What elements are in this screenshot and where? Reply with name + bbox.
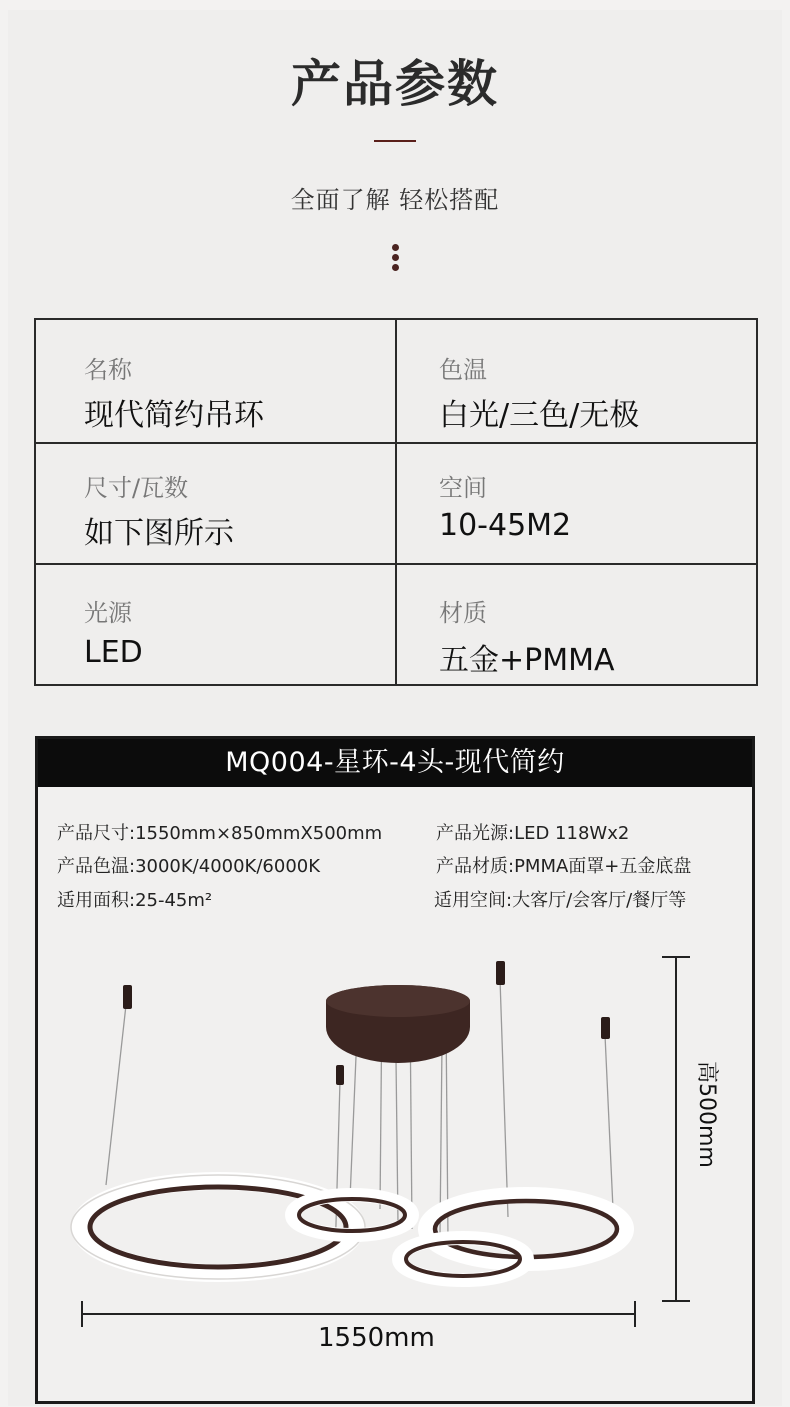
- spec-value: 10-45M2: [439, 508, 572, 543]
- spec-key: 材质: [439, 599, 487, 627]
- spec-cell-light-source: [36, 565, 397, 684]
- spec-key: 色温: [439, 356, 487, 384]
- height-dimension-label: 高500mm: [694, 1061, 719, 1168]
- height-dimension-line: [662, 957, 690, 1301]
- spec-key: 空间: [439, 474, 487, 502]
- product-area-line: 适用面积:25-45m²: [57, 890, 213, 911]
- product-model-title: MQ004-星环-4头-现代简约: [38, 739, 752, 787]
- spec-table: [34, 318, 758, 686]
- spec-cell-space: [397, 444, 756, 565]
- spec-key: 光源: [84, 599, 132, 627]
- product-material-line: 产品材质:PMMA面罩+五金底盘: [436, 856, 692, 877]
- spec-cell-name: [36, 320, 397, 444]
- page-title: 产品参数: [291, 55, 499, 113]
- product-temp-line: 产品色温:3000K/4000K/6000K: [57, 856, 321, 877]
- spec-key: 尺寸/瓦数: [84, 474, 189, 502]
- product-space-line: 适用空间:大客厅/会客厅/餐厅等: [434, 890, 687, 911]
- spec-cell-material: [397, 565, 756, 684]
- title-underline: [374, 140, 416, 142]
- spec-value: 五金+PMMA: [439, 643, 615, 678]
- spec-value: LED: [84, 635, 143, 670]
- product-card: [35, 736, 755, 1404]
- spec-value: 白光/三色/无极: [439, 398, 640, 433]
- vertical-dots-icon: [390, 244, 400, 274]
- spec-cell-color-temp: [397, 320, 756, 444]
- ceiling-canopy: [326, 985, 470, 1063]
- page-subtitle: 全面了解 轻松搭配: [290, 186, 500, 214]
- pendant-lamp-illustration: [38, 739, 758, 1407]
- spec-value: 如下图所示: [84, 516, 234, 551]
- spec-cell-size: [36, 444, 397, 565]
- product-source-line: 产品光源:LED 118Wx2: [436, 823, 630, 844]
- spec-value: 现代简约吊环: [84, 398, 264, 433]
- spec-key: 名称: [84, 356, 132, 384]
- lamp-rings: [71, 1175, 626, 1280]
- width-dimension-label: 1550mm: [318, 1323, 435, 1353]
- product-size-line: 产品尺寸:1550mm×850mmX500mm: [57, 823, 383, 844]
